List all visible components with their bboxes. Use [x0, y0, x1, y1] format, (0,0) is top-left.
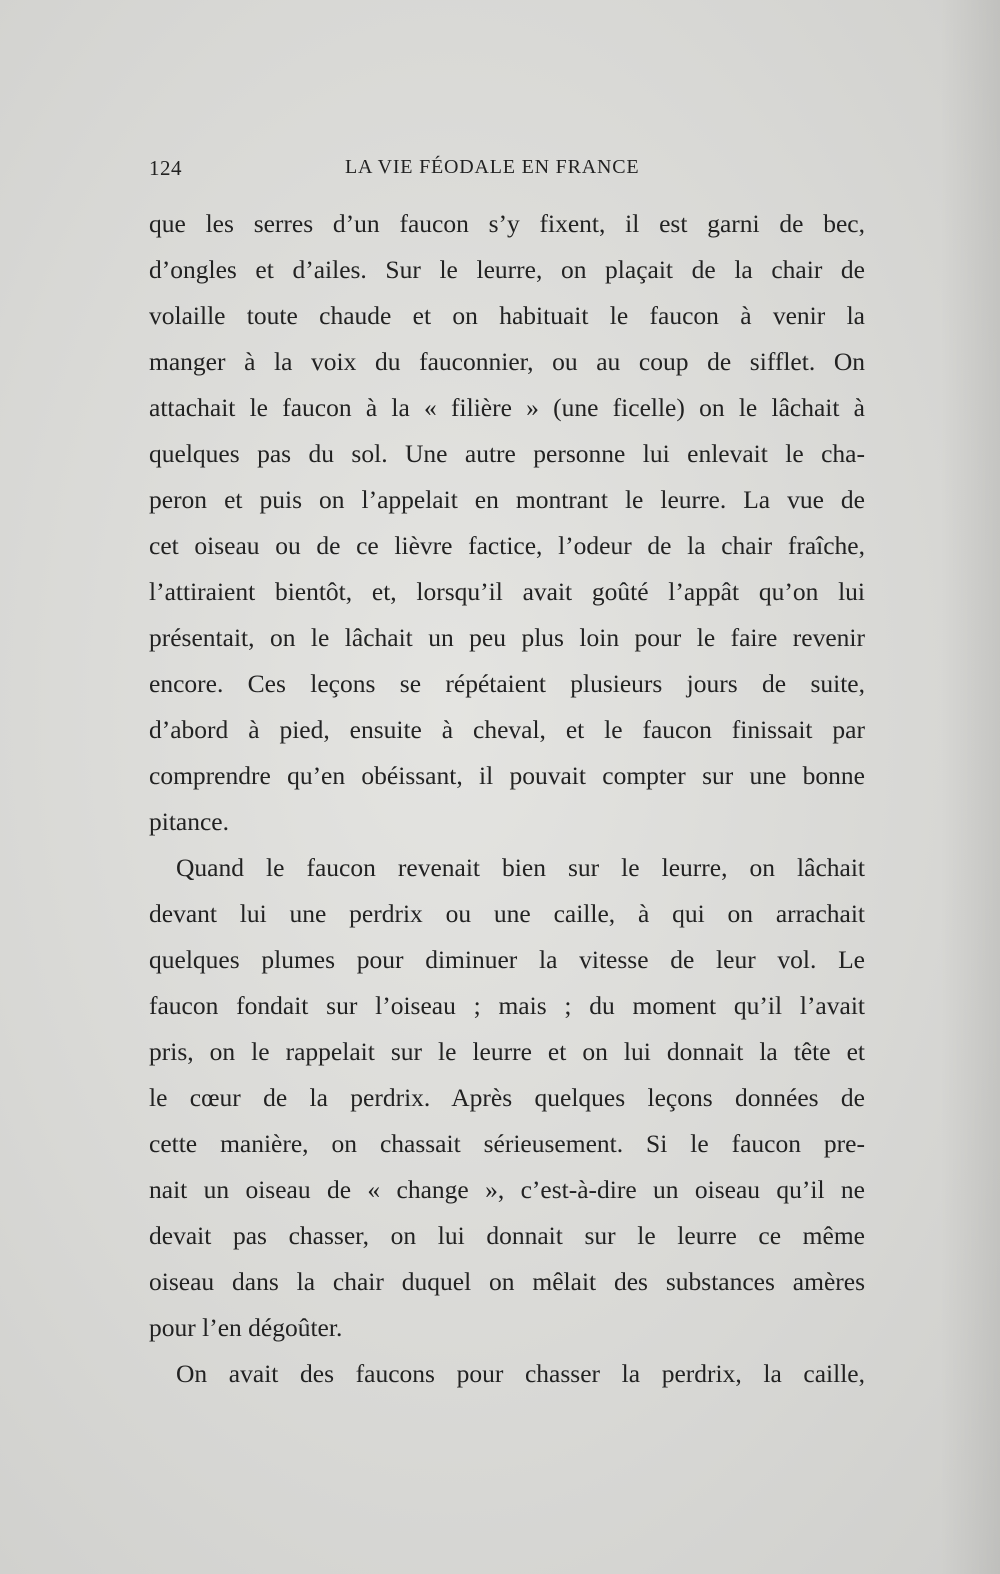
text-line: oiseau dans la chair duquel on mêlait des substances amères	[149, 1267, 865, 1296]
text-line: attachait le faucon à la « filière » (une ficelle) on le lâchait à	[149, 393, 865, 422]
text-line: cette manière, on chassait sérieusement. Si le faucon pre-	[149, 1129, 865, 1158]
text-line: Quand le faucon revenait bien sur le leurre, on lâchait	[176, 853, 865, 882]
text-line: encore. Ces leçons se répétaient plusieurs jours de suite,	[149, 669, 865, 698]
page-number: 124	[149, 156, 182, 180]
running-title: LA VIE FÉODALE EN FRANCE	[345, 156, 640, 178]
page-header	[149, 150, 865, 190]
text-line: l’attiraient bientôt, et, lorsqu’il avait goûté l’appât qu’on lui	[149, 577, 865, 606]
body-text	[149, 201, 865, 1397]
text-line: présentait, on le lâchait un peu plus loin pour le faire revenir	[149, 623, 865, 652]
text-line: devait pas chasser, on lui donnait sur le leurre ce même	[149, 1221, 865, 1250]
text-line: que les serres d’un faucon s’y fixent, il est garni de bec,	[149, 209, 865, 238]
text-line: peron et puis on l’appelait en montrant le leurre. La vue de	[149, 485, 865, 514]
text-line: volaille toute chaude et on habituait le faucon à venir la	[149, 301, 865, 330]
text-line: comprendre qu’en obéissant, il pouvait compter sur une bonne	[149, 761, 865, 790]
text-line: On avait des faucons pour chasser la perdrix, la caille,	[176, 1359, 865, 1388]
text-line: d’abord à pied, ensuite à cheval, et le faucon finissait par	[149, 715, 865, 744]
text-line: manger à la voix du fauconnier, ou au coup de sifflet. On	[149, 347, 865, 376]
page-shadow-edge	[940, 0, 1000, 1574]
text-line: quelques plumes pour diminuer la vitesse de leur vol. Le	[149, 945, 865, 974]
text-line: cet oiseau ou de ce lièvre factice, l’odeur de la chair fraîche,	[149, 531, 865, 560]
text-line: faucon fondait sur l’oiseau ; mais ; du moment qu’il l’avait	[149, 991, 865, 1020]
text-line: pitance.	[149, 807, 229, 836]
text-line: d’ongles et d’ailes. Sur le leurre, on plaçait de la chair de	[149, 255, 865, 284]
text-line: quelques pas du sol. Une autre personne lui enlevait le cha-	[149, 439, 865, 468]
text-line: pris, on le rappelait sur le leurre et on lui donnait la tête et	[149, 1037, 865, 1066]
text-line: nait un oiseau de « change », c’est-à-dire un oiseau qu’il ne	[149, 1175, 865, 1204]
text-line: pour l’en dégoûter.	[149, 1313, 343, 1342]
text-line: le cœur de la perdrix. Après quelques leçons données de	[149, 1083, 865, 1112]
text-line: devant lui une perdrix ou une caille, à qui on arrachait	[149, 899, 865, 928]
